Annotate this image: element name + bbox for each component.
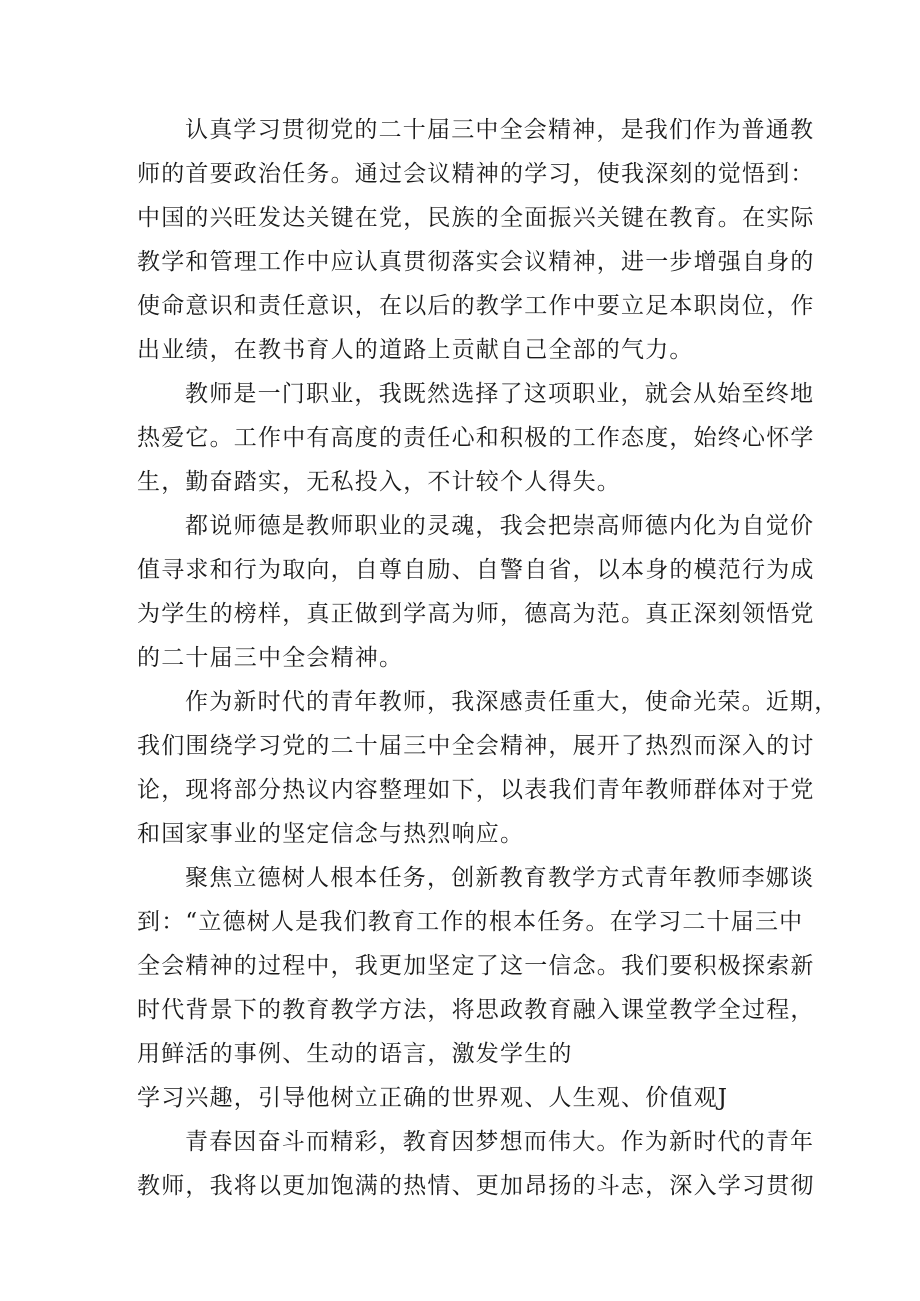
paragraph-1-line-4: 教学和管理工作中应认真贯彻落实会议精神，进一步增强自身的 [137, 249, 815, 275]
paragraph-4-line-2: 我们围绕学习党的二十届三中全会精神，展开了热烈而深入的讨 [137, 733, 815, 759]
paragraph-3-line-1: 都说师德是教师职业的灵魂，我会把崇高师德内化为自觉价 [185, 513, 815, 539]
paragraph-2-line-2: 热爱它。工作中有高度的责任心和积极的工作态度，始终心怀学 [137, 425, 815, 451]
paragraph-6-line-1: 青春因奋斗而精彩，教育因梦想而伟大。作为新时代的青年 [185, 1129, 815, 1155]
paragraph-1-line-3: 中国的兴旺发达关键在党，民族的全面振兴关键在教育。在实际 [137, 205, 815, 231]
paragraph-1-line-5: 使命意识和责任意识，在以后的教学工作中要立足本职岗位，作 [137, 293, 815, 319]
paragraph-4-line-3: 论，现将部分热议内容整理如下，以表我们青年教师群体对于党 [137, 777, 815, 803]
paragraph-3-line-4: 的二十届三中全会精神。 [137, 645, 404, 671]
paragraph-1-line-6: 出业绩，在教书育人的道路上贡献自己全部的气力。 [137, 337, 694, 363]
paragraph-3-line-3: 为学生的榜样，真正做到学高为师，德高为范。真正深刻领悟党 [137, 601, 815, 627]
paragraph-1-line-2: 师的首要政治任务。通过会议精神的学习，使我深刻的觉悟到： [137, 161, 815, 187]
paragraph-4-line-4: 和国家事业的坚定信念与热烈响应。 [137, 821, 525, 847]
paragraph-2-line-3: 生，勤奋踏实，无私投入，不计较个人得失。 [137, 469, 621, 495]
paragraph-5-line-5: 用鲜活的事例、生动的语言，激发学生的 [137, 1041, 573, 1067]
paragraph-1-line-1: 认真学习贯彻党的二十届三中全会精神，是我们作为普通教 [185, 117, 815, 143]
paragraph-5-line-2: 到：“立德树人是我们教育工作的根本任务。在学习二十届三中 [137, 909, 804, 935]
paragraph-5-line-3: 全会精神的过程中，我更加坚定了这一信念。我们要积极探索新 [137, 953, 815, 979]
paragraph-4-line-1: 作为新时代的青年教师，我深感责任重大，使命光荣。近期， [185, 689, 839, 715]
paragraph-3-line-2: 值寻求和行为取向，自尊自励、自警自省，以本身的模范行为成 [137, 557, 815, 583]
paragraph-5-line-1: 聚焦立德树人根本任务，创新教育教学方式青年教师李娜谈 [185, 865, 815, 891]
paragraph-2-line-1: 教师是一门职业，我既然选择了这项职业，就会从始至终地 [185, 381, 815, 407]
paragraph-6-line-2: 教师，我将以更加饱满的热情、更加昂扬的斗志，深入学习贯彻 [137, 1173, 815, 1199]
paragraph-5-line-4: 时代背景下的教育教学方法，将思政教育融入课堂教学全过程， [137, 997, 815, 1023]
paragraph-5-line-6: 学习兴趣，引导他树立正确的世界观、人生观、价值观J [137, 1085, 729, 1111]
